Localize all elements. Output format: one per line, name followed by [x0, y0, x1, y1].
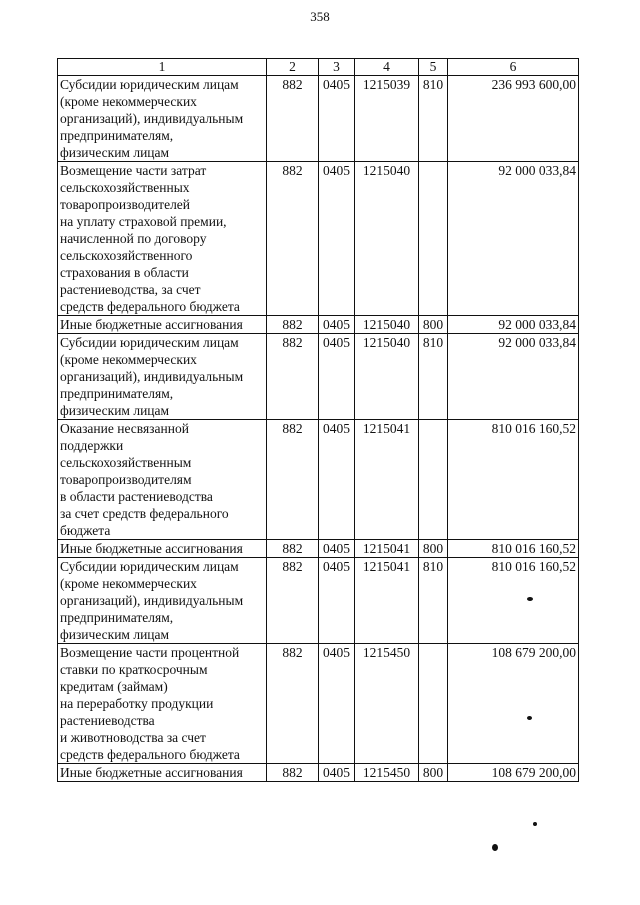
amount-cell: 810 016 160,52	[448, 558, 579, 644]
target-article-cell: 1215040	[355, 162, 419, 316]
item-name-cell	[58, 316, 267, 334]
ministry-code-cell: 882	[267, 764, 319, 782]
item-name-line: Оказание несвязанной	[60, 421, 189, 436]
expense-type-cell: 810	[419, 76, 448, 162]
item-name-line: за счет средств федерального	[60, 506, 229, 521]
scan-speck	[492, 844, 498, 851]
item-name-cell	[58, 540, 267, 558]
amount-cell: 92 000 033,84	[448, 162, 579, 316]
table-row	[58, 420, 579, 540]
ministry-code-cell: 882	[267, 76, 319, 162]
item-name-cell	[58, 76, 267, 162]
section-code-cell: 0405	[319, 162, 355, 316]
item-name-line: (кроме некоммерческих	[60, 94, 197, 109]
item-name-line: Иные бюджетные ассигнования	[60, 765, 243, 780]
section-code-cell: 0405	[319, 76, 355, 162]
expense-type-cell	[419, 162, 448, 316]
item-name-line: на переработку продукции	[60, 696, 214, 711]
item-name-line: физическим лицам	[60, 403, 170, 418]
table-row	[58, 316, 579, 334]
item-name-line: физическим лицам	[60, 145, 170, 160]
item-name-cell	[58, 162, 267, 316]
item-name-line: Возмещение части процентной	[60, 645, 240, 660]
item-name-line: в области растениеводства	[60, 489, 213, 504]
item-name-cell	[58, 764, 267, 782]
ministry-code-cell: 882	[267, 162, 319, 316]
header-cell: 4	[355, 59, 419, 76]
expense-type-cell	[419, 644, 448, 764]
ministry-code-cell: 882	[267, 540, 319, 558]
expense-type-cell: 800	[419, 540, 448, 558]
item-name-line: физическим лицам	[60, 627, 170, 642]
item-name-line: растениеводства, за счет	[60, 282, 201, 297]
item-name-line: средств федерального бюджета	[60, 299, 240, 314]
item-name-line: средств федерального бюджета	[60, 747, 240, 762]
item-name-cell	[58, 644, 267, 764]
item-name-line: Субсидии юридическим лицам	[60, 335, 239, 350]
header-cell: 6	[448, 59, 579, 76]
table-row	[58, 540, 579, 558]
target-article-cell: 1215450	[355, 644, 419, 764]
target-article-cell: 1215041	[355, 558, 419, 644]
table-row	[58, 558, 579, 644]
header-cell: 3	[319, 59, 355, 76]
target-article-cell: 1215039	[355, 76, 419, 162]
item-name-line: Субсидии юридическим лицам	[60, 77, 239, 92]
item-name-line: товаропроизводителей	[60, 197, 191, 212]
item-name-line: организаций), индивидуальным	[60, 369, 244, 384]
target-article-cell: 1215040	[355, 316, 419, 334]
section-code-cell: 0405	[319, 644, 355, 764]
item-name-line: бюджета	[60, 523, 111, 538]
section-code-cell: 0405	[319, 420, 355, 540]
section-code-cell: 0405	[319, 558, 355, 644]
amount-cell: 236 993 600,00	[448, 76, 579, 162]
item-name-line: Возмещение части затрат	[60, 163, 207, 178]
expense-type-cell	[419, 420, 448, 540]
amount-cell: 92 000 033,84	[448, 334, 579, 420]
item-name-line: (кроме некоммерческих	[60, 352, 197, 367]
table-row	[58, 334, 579, 420]
header-cell: 1	[58, 59, 267, 76]
target-article-cell: 1215041	[355, 420, 419, 540]
amount-cell: 108 679 200,00	[448, 644, 579, 764]
item-name-line: и животноводства за счет	[60, 730, 206, 745]
header-cell: 5	[419, 59, 448, 76]
page-number: 358	[310, 9, 330, 24]
item-name-line: организаций), индивидуальным	[60, 111, 244, 126]
item-name-line: страхования в области	[60, 265, 189, 280]
target-article-cell: 1215041	[355, 540, 419, 558]
table-row	[58, 76, 579, 162]
item-name-line: поддержки	[60, 438, 124, 453]
item-name-cell	[58, 420, 267, 540]
section-code-cell: 0405	[319, 540, 355, 558]
expense-type-cell: 810	[419, 558, 448, 644]
item-name-line: кредитам (займам)	[60, 679, 168, 694]
budget-table	[57, 58, 579, 782]
item-name-line: сельскохозяйственным	[60, 455, 192, 470]
header-row	[58, 59, 579, 76]
item-name-line: растениеводства	[60, 713, 155, 728]
table-row	[58, 162, 579, 316]
target-article-cell: 1215040	[355, 334, 419, 420]
scan-speck	[527, 597, 533, 601]
header-cell: 2	[267, 59, 319, 76]
item-name-line: организаций), индивидуальным	[60, 593, 244, 608]
amount-cell: 810 016 160,52	[448, 420, 579, 540]
item-name-line: Иные бюджетные ассигнования	[60, 317, 243, 332]
item-name-cell	[58, 558, 267, 644]
item-name-cell	[58, 334, 267, 420]
section-code-cell: 0405	[319, 764, 355, 782]
item-name-line: сельскохозяйственного	[60, 248, 193, 263]
section-code-cell: 0405	[319, 334, 355, 420]
ministry-code-cell: 882	[267, 334, 319, 420]
item-name-line: на уплату страховой премии,	[60, 214, 227, 229]
item-name-line: (кроме некоммерческих	[60, 576, 197, 591]
ministry-code-cell: 882	[267, 316, 319, 334]
item-name-line: Иные бюджетные ассигнования	[60, 541, 243, 556]
scan-speck	[533, 822, 537, 826]
ministry-code-cell: 882	[267, 558, 319, 644]
expense-type-cell: 800	[419, 764, 448, 782]
item-name-line: предпринимателям,	[60, 386, 174, 401]
scan-speck	[527, 716, 532, 720]
target-article-cell: 1215450	[355, 764, 419, 782]
item-name-line: товаропроизводителям	[60, 472, 192, 487]
expense-type-cell: 800	[419, 316, 448, 334]
item-name-line: Субсидии юридическим лицам	[60, 559, 239, 574]
expense-type-cell: 810	[419, 334, 448, 420]
amount-cell: 92 000 033,84	[448, 316, 579, 334]
ministry-code-cell: 882	[267, 420, 319, 540]
amount-cell: 810 016 160,52	[448, 540, 579, 558]
section-code-cell: 0405	[319, 316, 355, 334]
item-name-line: начисленной по договору	[60, 231, 207, 246]
table-row	[58, 644, 579, 764]
item-name-line: сельскохозяйственных	[60, 180, 190, 195]
ministry-code-cell: 882	[267, 644, 319, 764]
amount-cell: 108 679 200,00	[448, 764, 579, 782]
item-name-line: предпринимателям,	[60, 610, 174, 625]
item-name-line: ставки по краткосрочным	[60, 662, 208, 677]
table-row	[58, 764, 579, 782]
item-name-line: предпринимателям,	[60, 128, 174, 143]
